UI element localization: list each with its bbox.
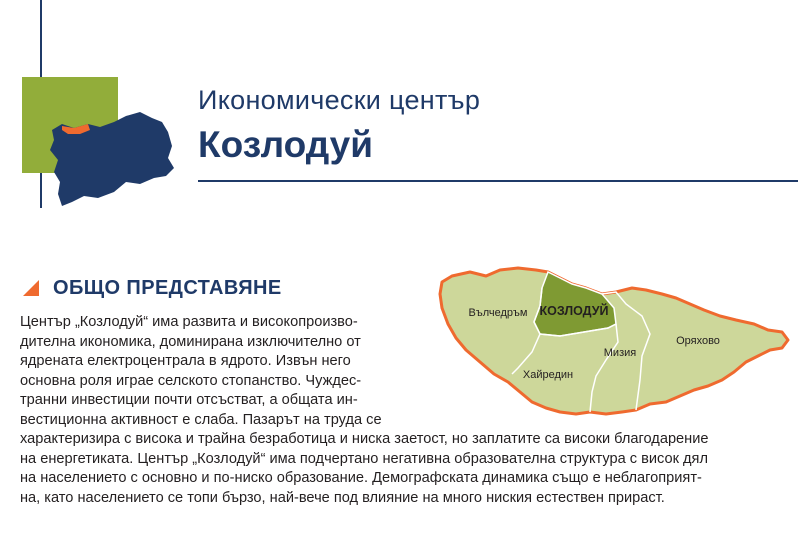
body-line: дителна икономика, доминирана изключително от (20, 334, 361, 350)
body-line: вестиционна активност е слаба. Пазарът на труда се (20, 412, 382, 428)
title-divider (198, 180, 798, 182)
title-area (198, 83, 798, 167)
region-label: Мизия (603, 347, 637, 359)
region-map (436, 264, 794, 422)
region-label: КОЗЛОДУЙ (539, 304, 609, 318)
body-line: на енергетиката. Център „Козлодуй“ има подчертано негативна образователна структура с висок дял (20, 451, 708, 467)
body-line: основна роля играе селското стопанство. Чуждес- (20, 373, 362, 389)
region-label: Оряхово (676, 335, 720, 347)
body-line: Център „Козлодуй“ има развита и високопроизво- (20, 314, 358, 330)
section-title: ОБЩО ПРЕДСТАВЯНЕ (53, 276, 282, 299)
body-line: на, като населението се топи бързо, най-вече под влияние на много ниския естествен прираст. (20, 490, 665, 506)
body-line: характеризира с висока и трайна безработица и ниска заетост, но заплатите са високи благодарение (20, 431, 709, 447)
page-title: Козлодуй (198, 124, 373, 165)
region-outline (440, 268, 788, 414)
bulgaria-map-icon (44, 112, 176, 208)
section-header (23, 274, 282, 302)
page-subtitle: Икономически център (198, 85, 481, 115)
region-label: Хайредин (522, 369, 574, 381)
triangle-bullet-icon (23, 280, 39, 296)
body-line: на населението с основно и по-ниско образование. Демографската динамика също е неблагоприят- (20, 470, 702, 486)
region-label: Вълчедръм (468, 307, 528, 319)
body-line: транни инвестиции почти отсъстват, а общата ин- (20, 392, 358, 408)
body-line: ядрената електроцентрала в ядрото. Извън него (20, 353, 351, 369)
